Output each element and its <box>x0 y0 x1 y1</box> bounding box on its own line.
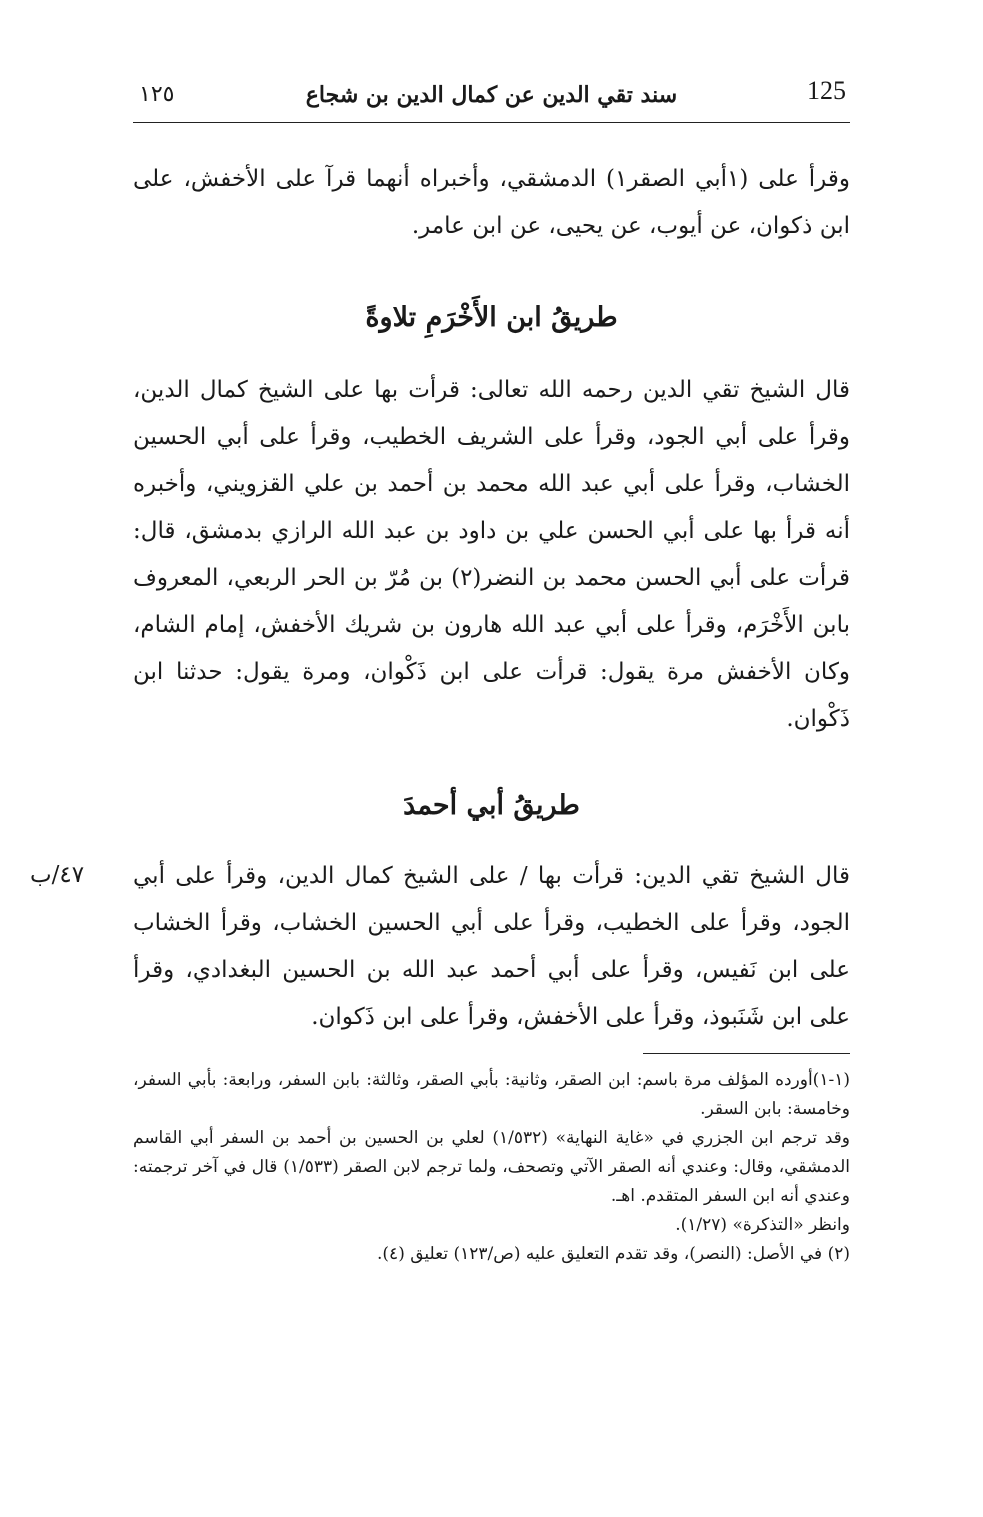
section2-paragraph-block <box>133 853 850 1041</box>
section-heading-ibn-al-akhram: طريقُ ابن الأَخْرَمِ تلاوةً <box>365 302 618 333</box>
footnote-1-part-3: وانظر «التذكرة» (١/٢٧). <box>675 1215 850 1235</box>
footnote-divider <box>643 1053 850 1054</box>
page-header <box>133 72 850 123</box>
section1-paragraph: قال الشيخ تقي الدين رحمه الله تعالى: قرأت بها على الشيخ كمال الدين، وقرأ على أبي الجود، وقرأ على الشريف الخطيب، وقرأ على أبي الحسين الخشاب، وقرأ على أبي عبد الله محمد بن أحمد بن علي القزويني، وأخبره أنه قرأ بها على أبي الحسن علي بن داود بن عبد الله الرازي بدمشق، قال: قرأت على أبي الحسن محمد بن النضر(٢) بن مُرّ بن الحر الربعي، المعروف بابن الأَخْرَم، وقرأ على أبي عبد الله هارون بن شريك الأخفش، إمام الشام، وكان الأخفش مرة يقول: قرأت على ابن ذَكْوان، ومرة يقول: حدثنا ابن ذَكْوان. <box>133 377 850 732</box>
section1-paragraph-block <box>133 367 850 743</box>
footnote-1-part-1: (١-١)أورده المؤلف مرة باسم: ابن الصقر، وثانية: بأبي الصقر، وثالثة: بابن السفر، ورابعة: بأبي السفر، وخامسة: بابن السقر. <box>133 1070 850 1119</box>
intro-paragraph-block <box>133 156 850 250</box>
footnote-1-part-2: وقد ترجم ابن الجزري في «غاية النهاية» (١/٥٣٢) لعلي بن الحسين بن أحمد بن السفر أبي القاسم الدمشقي، وقال: وعندي أنه الصقر الآتي وتصحف، ولما ترجم لابن الصقر (١/٥٣٣) قال في آخر ترجمته: وعندي أنه ابن السفر المتقدم. اهـ. <box>133 1128 851 1206</box>
section-heading-abi-ahmad: طريقُ أبي أحمدَ <box>403 790 580 821</box>
footnote-2: (٢) في الأصل: (النصر)، وقد تقدم التعليق عليه (ص/١٢٣) تعليق (٤). <box>377 1244 850 1264</box>
footnotes-block <box>133 1066 850 1269</box>
running-title: سند تقي الدين عن كمال الدين بن شجاع <box>305 82 678 108</box>
folio-margin-note: ٤٧/ب <box>30 862 85 888</box>
page-number-latin: 125 <box>807 76 846 105</box>
intro-paragraph: وقرأ على (١أبي الصقر١) الدمشقي، وأخبراه أنهما قرآ على الأخفش، على ابن ذكوان، عن أيوب، عن يحيى، عن ابن عامر. <box>133 166 850 239</box>
section2-paragraph: قال الشيخ تقي الدين: قرأت بها / على الشيخ كمال الدين، وقرأ على أبي الجود، وقرأ على الخطيب، وقرأ على أبي الحسين الخشاب، وقرأ الخشاب على ابن نَفيس، وقرأ على أبي أحمد عبد الله بن الحسين البغدادي، وقرأ على ابن شَنَبوذ، وقرأ على الأخفش، وقرأ على ابن ذَكوان. <box>133 863 850 1030</box>
page-number-arabic: ١٢٥ <box>139 82 175 107</box>
